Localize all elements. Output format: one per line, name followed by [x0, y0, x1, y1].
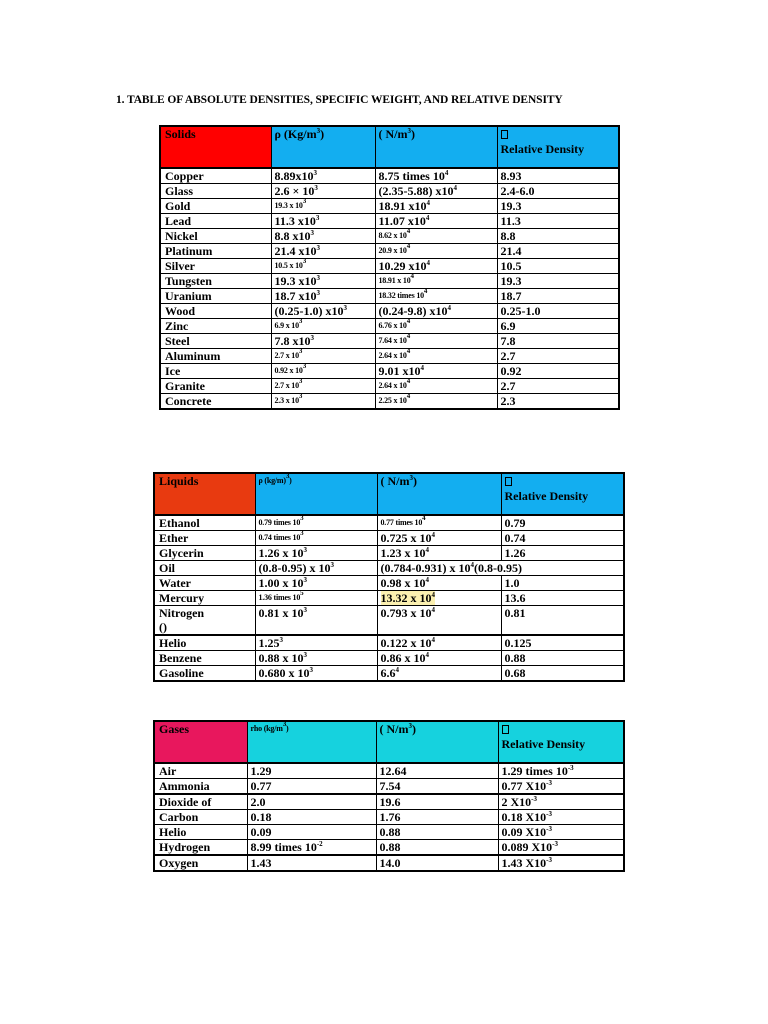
- table-row: Oil (0.8-0.95) x $10^3$ (0.784-0.931) x $10^4(0.8-0.95)$: [154, 561, 624, 576]
- table-row: Carbon 0.18 1.76 0.18 $X10^{-3}$: [154, 810, 624, 825]
- table-row: Silver 10.5 x $10^3$ 10.29 $x10^4$ 10.5: [160, 259, 619, 274]
- table-row: Hydrogen 8.99 times $10^{-2}$ 0.88 0.089 $X10^{-3}$: [154, 840, 624, 856]
- table-row: Helio 0.09 0.88 0.09 $X10^{-3}$: [154, 825, 624, 840]
- table-row: Aluminum 2.7 x $10^3$ 2.64 x $10^4$ 2.7: [160, 349, 619, 364]
- missing-glyph-icon: [502, 725, 509, 734]
- gases-header-row: [154, 721, 624, 763]
- table-row: Zinc 6.9 x $10^3$ 6.76 x $10^4$ 6.9: [160, 319, 619, 334]
- missing-glyph-icon: [505, 477, 512, 486]
- liquids-header-row: [154, 473, 624, 515]
- table-row: Benzene 0.88 x $10^3$ 0.86 x $10^4$ 0.88: [154, 651, 624, 666]
- table-row: Gasoline 0.680 x $10^3$ $6.6^4$ 0.68: [154, 666, 624, 682]
- table-row: Air 1.29 12.64 1.29 times $10^{-3}$: [154, 763, 624, 779]
- weight-column-header: ( $N/m^3$): [376, 721, 498, 763]
- table-row: Ice 0.92 x $10^3$ 9.01 $x10^4$ 0.92: [160, 364, 619, 379]
- density-column-header: ρ $(kg/m)^3$): [255, 473, 377, 515]
- table-row: Gold 19.3 x $10^3$ 18.91 $x10^4$ 19.3: [160, 199, 619, 214]
- table-row: Lead 11.3 $x10^3$ 11.07 $x10^4$ 11.3: [160, 214, 619, 229]
- relative-density-column-header: Relative Density: [497, 126, 619, 168]
- table-row: Platinum 21.4 $x10^3$ 20.9 x $10^4$ 21.4: [160, 244, 619, 259]
- table-row: Uranium 18.7 $x10^3$ 18.32 times $10^4$ 18.7: [160, 289, 619, 304]
- table-row: Wood (0.25-1.0) $x10^3$ (0.24-9.8) $x10^4$ 0.25-1.0: [160, 304, 619, 319]
- solids-header-row: [160, 126, 619, 168]
- relative-density-column-header: Relative Density: [501, 473, 624, 515]
- table-row: Nitrogen () 0.81 x $10^3$ 0.793 x $10^4$ 0.81: [154, 606, 624, 636]
- table-row: Tungsten 19.3 $x10^3$ 18.91 x $10^4$ 19.3: [160, 274, 619, 289]
- table-row: Ether 0.74 times $10^3$ 0.725 x $10^4$ 0.74: [154, 531, 624, 546]
- table-row: Glycerin 1.26 x $10^3$ 1.23 x $10^4$ 1.26: [154, 546, 624, 561]
- gases-table: [153, 720, 625, 872]
- liquids-table: [153, 472, 625, 682]
- density-column-header: rho $(kg/m^3)$: [247, 721, 376, 763]
- table-row: Nickel 8.8 $x10^3$ 8.62 x $10^4$ 8.8: [160, 229, 619, 244]
- table-row: Helio 1.25$^3$ 0.122 x $10^4$ 0.125: [154, 635, 624, 651]
- gases-category-header: Gases: [154, 721, 247, 763]
- highlighted-value: 13.32 x $10^4$: [380, 591, 435, 605]
- table-row: Dioxide of 2.0 19.6 2 $X10^{-3}$: [154, 794, 624, 810]
- table-row: Mercury 1.36 times $10^5$ 13.32 x $10^4$ 13.6: [154, 591, 624, 606]
- table-row: Ammonia 0.77 7.54 0.77 $X10^{-3}$: [154, 779, 624, 795]
- table-row: Granite 2.7 x $10^3$ 2.64 x $10^4$ 2.7: [160, 379, 619, 394]
- density-column-header: ρ $(Kg/m^3)$: [271, 126, 375, 168]
- page-title: 1. TABLE OF ABSOLUTE DENSITIES, SPECIFIC WEIGHT, AND RELATIVE DENSITY: [116, 94, 563, 106]
- relative-density-column-header: Relative Density: [498, 721, 624, 763]
- missing-glyph-icon: [501, 130, 508, 139]
- liquids-category-header: Liquids: [154, 473, 255, 515]
- weight-column-header: ( $N/m^3$): [377, 473, 501, 515]
- solids-table: [159, 125, 620, 410]
- solids-category-header: Solids: [160, 126, 271, 168]
- table-row: Steel 7.8 $x10^3$ 7.64 x $10^4$ 7.8: [160, 334, 619, 349]
- table-row: Oxygen 1.43 14.0 1.43 $X10^{-3}$: [154, 855, 624, 871]
- table-row: Glass $2.6 \times 10^3$ (2.35-5.88) $x10^4$ 2.4-6.0: [160, 184, 619, 199]
- table-row: Ethanol 0.79 times $10^3$ 0.77 times $10^4$ 0.79: [154, 515, 624, 531]
- table-row: Concrete 2.3 x $10^3$ 2.25 x $10^4$ 2.3: [160, 394, 619, 410]
- table-row: Water 1.00 x $10^3$ 0.98 x $10^4$ 1.0: [154, 576, 624, 591]
- table-row: Copper $8.89x10^3$ 8.75 times $10^4$ 8.93: [160, 168, 619, 184]
- weight-column-header: ( $N/m^3$): [375, 126, 497, 168]
